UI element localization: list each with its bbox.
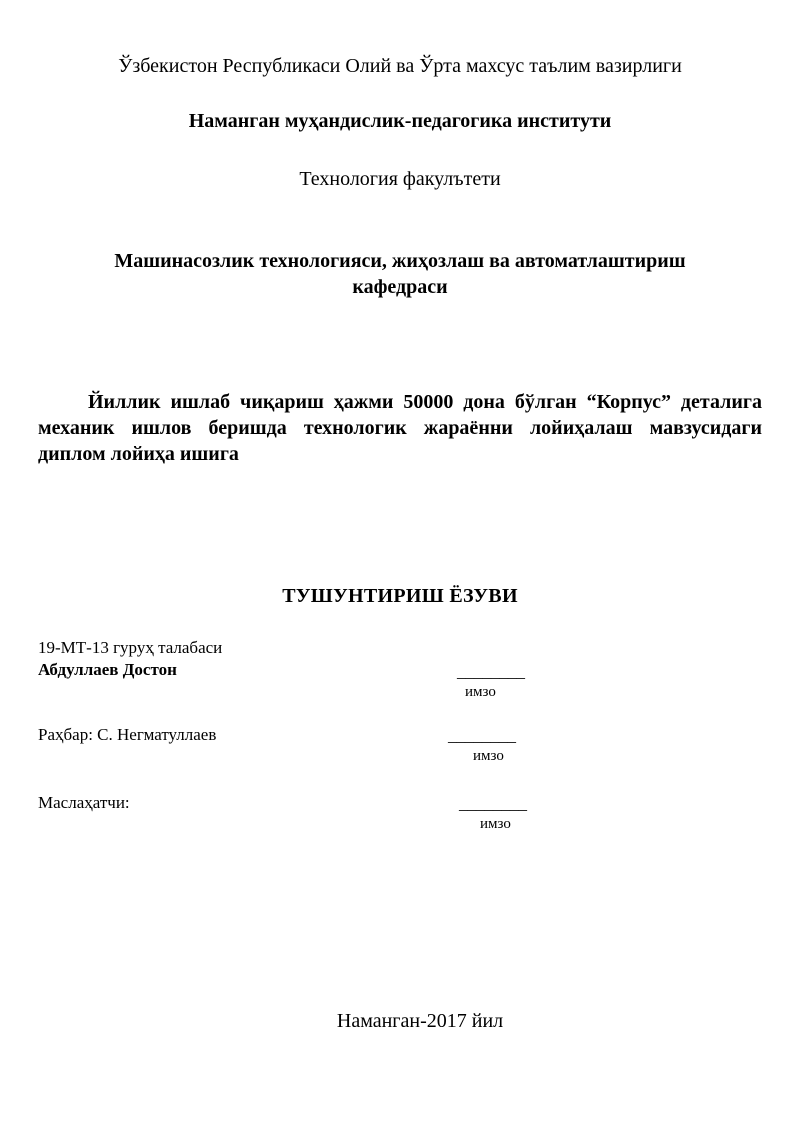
supervisor-signature-line: ________	[448, 726, 516, 745]
document-title: ТУШУНТИРИШ ЁЗУВИ	[282, 585, 518, 607]
city-year: Наманган-2017 йил	[336, 1010, 504, 1032]
supervisor-signature-caption: имзо	[473, 748, 504, 764]
consultant-label: Маслаҳатчи:	[38, 793, 130, 812]
project-topic: Йиллик ишлаб чиқариш ҳажми 50000 дона бўлган “Корпус” деталига механик ишлов беришда технологик жараённи лойиҳалаш мавзусидаги диплом лойиҳа ишига	[38, 391, 762, 465]
consultant-signature-line: ________	[459, 794, 527, 813]
student-signature-line: ________	[457, 662, 525, 681]
institute-name: Наманган муҳандислик-педагогика институти	[188, 110, 612, 132]
consultant-signature-caption: имзо	[480, 816, 511, 832]
department-name: Машинасозлик технологияси, жиҳозлаш ва автоматлаштириш кафедраси	[114, 250, 686, 298]
student-signature-caption: имзо	[465, 684, 496, 700]
student-name: Абдуллаев Достон	[38, 660, 177, 679]
faculty-name: Технология факулътети	[299, 168, 501, 190]
supervisor-name: Раҳбар: С. Негматуллаев	[38, 725, 217, 744]
ministry-name: Ўзбекистон Республикаси Олий ва Ўрта махсус таълим вазирлиги	[118, 55, 682, 77]
student-group: 19-МТ-13 гуруҳ талабаси	[38, 638, 223, 657]
